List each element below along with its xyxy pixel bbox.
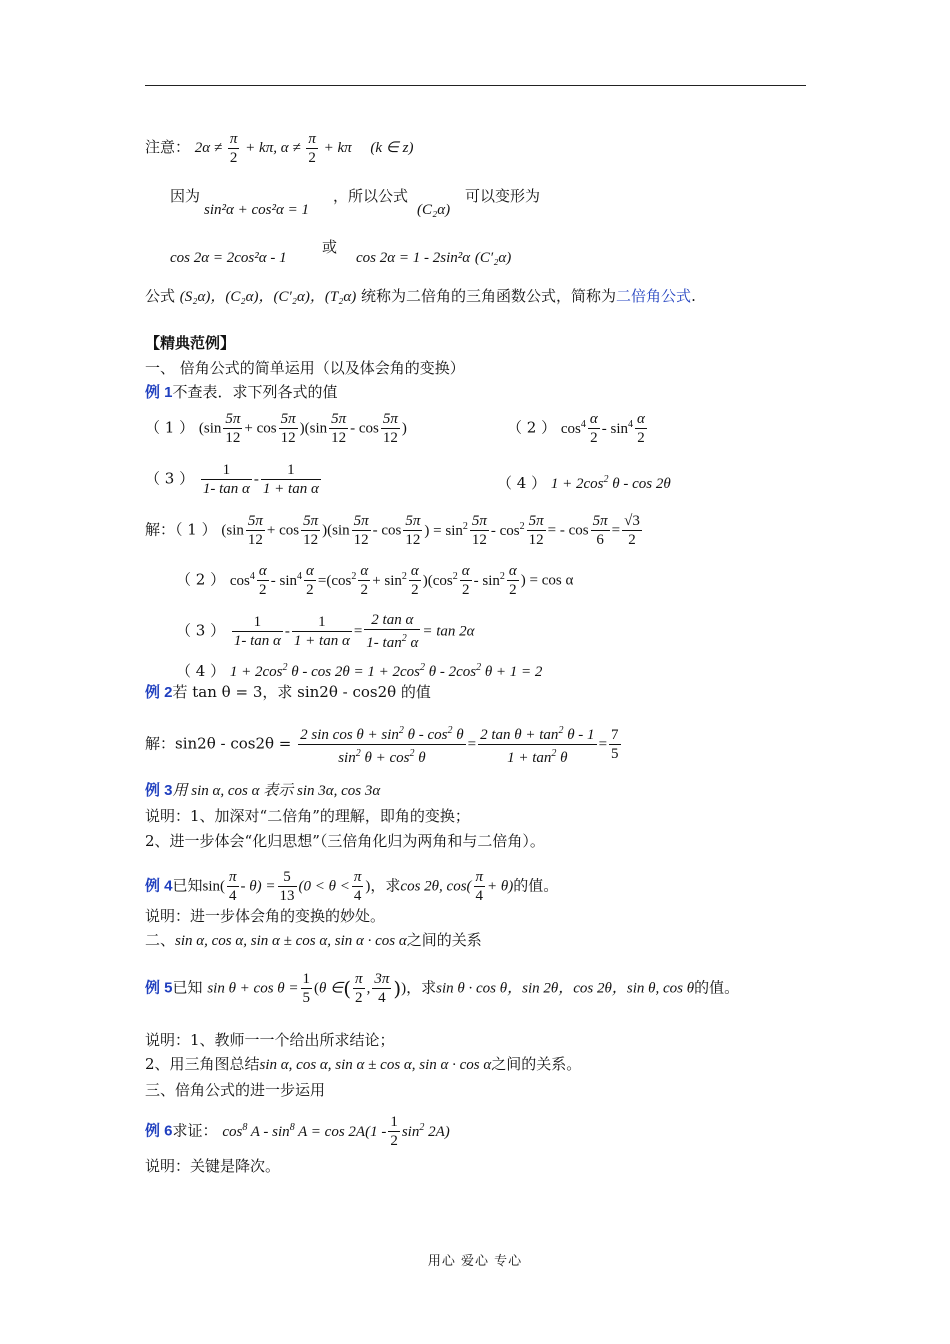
example-2-solution: 解：sin2θ - cos2θ = $\frac{2 \sin \cos \theta + \sin^2 \theta - \cos^2 \theta}{\sin^2 \theta + \cos^2 \theta}$ = $\frac{2 \tan \theta + \tan^2 \theta - 1}{1 + \tan^2 \theta}$ = $\frac{7}{5}$ bbox=[145, 722, 623, 767]
ex1-part-2: （ 2 ） $\cos^4$ $\frac{\alpha}{2}$ - $\sin^4$ $\frac{\alpha}{2}$ bbox=[507, 411, 645, 446]
example-2-label: 例 2 bbox=[145, 684, 173, 701]
section-3-heading: 三、倍角公式的进一步运用 bbox=[145, 1081, 326, 1099]
example-3-label: 例 3 bbox=[145, 782, 173, 799]
solution-3: （ 3 ） $\frac{1}{\text{1- tan α}}$ - $\frac{1}{\text{1 + tan α}}$ = $\frac{\text{2 tan α}}{1- \tan^2 \alpha}$ = tan 2α bbox=[176, 612, 475, 651]
example-1-label: 例 1 bbox=[145, 384, 173, 401]
solution-2: （ 2 ） $\cos^4$ $\frac{\alpha}{2}$ - $\sin^4$ $\frac{\alpha}{2}$ $=(\cos^2$ $\frac{\alpha}{2}$ + $\sin^2$ $\frac{\alpha}{2}$ )($\cos^2$ $\frac{\alpha}{2}$ - $\sin^2$ $\frac{\alpha}{2}$ ) = cos α bbox=[176, 563, 574, 598]
because-line bbox=[170, 186, 200, 206]
c2a-symbol: (C₂α) bbox=[417, 202, 451, 218]
so-formula-text: ，所以公式 bbox=[333, 187, 409, 205]
ex1-part-1: （ 1 ） (sin $\frac{5\pi}{12}$ + cos $\frac{5\pi}{12}$ )(sin $\frac{5\pi}{12}$ - cos $\frac{5\pi}{12}$ ) bbox=[145, 411, 407, 446]
ex1-part-3: （ 3 ） $\frac{1}{\text{1- tan α}}$ - $\frac{1}{\text{1 + tan α}}$ bbox=[145, 462, 319, 497]
note-line bbox=[145, 130, 413, 167]
example-5-label: 例 5 bbox=[145, 979, 173, 997]
example-4-label: 例 4 bbox=[145, 877, 173, 895]
ex1-part-4: （ 4 ） $1 + 2\cos^2$ θ - cos 2θ bbox=[497, 474, 671, 492]
solution-4: （ 4 ） $1 + 2\cos^2$ $\theta - \cos 2\theta = 1 + 2\cos^2$ θ - $2\cos^2$ θ + 1 = 2 bbox=[176, 662, 543, 680]
or-text: 或 bbox=[322, 238, 338, 256]
page-footer: 用心 爱心 专心 bbox=[427, 1254, 523, 1269]
example-5-note-1: 说明：1、教师一一个给出所求结论； bbox=[145, 1031, 395, 1049]
formula-link[interactable]: 二倍角公式 bbox=[616, 287, 692, 305]
example-3-note-1: 说明：1、加深对“二倍角”的理解，即角的变换； bbox=[145, 807, 470, 825]
section-1-heading: 一、 倍角公式的简单运用（以及体会角的变换） bbox=[145, 359, 465, 377]
example-4: 例 4已知sin( $\frac{\pi}{4}$ - θ) = $\frac{5}{13}$ (0 < θ < $\frac{\pi}{4}$ )，求cos 2θ, cos( $\frac{\pi}{4}$ + θ)的值。 bbox=[145, 869, 559, 904]
example-6-note: 说明：关键是降次。 bbox=[145, 1157, 281, 1175]
section-2-heading: 二、sin α, cos α, sin α ± cos α, sin α · cos α之间的关系 bbox=[145, 931, 482, 949]
because-label: 因为 bbox=[170, 187, 201, 205]
note-expression: 2α ≠ $\frac{\pi}{2}$ + kπ, α ≠ $\frac{\pi}{2}$ + kπ (k ∈ z) bbox=[194, 131, 414, 166]
example-6: 例 6求证： $\cos^8 A - \sin^8 A = \cos 2A(1$ - $\frac{1}{2}$ $\sin^2 2A$) bbox=[145, 1114, 450, 1149]
example-5-note-2: 2、用三角图总结sin α, cos α, sin α ± cos α, sin α · cos α之间的关系。 bbox=[145, 1055, 582, 1073]
example-6-label: 例 6 bbox=[145, 1122, 173, 1140]
note-label: 注意： bbox=[145, 137, 191, 156]
example-2: 例 2若 tan θ = 3，求 sin2θ - cos2θ 的值 bbox=[145, 683, 431, 701]
example-1: 例 1不查表．求下列各式的值 bbox=[145, 383, 338, 401]
cos-eq1: cos 2α = 2cos²α - 1 bbox=[170, 250, 287, 266]
section-title: 【精典范例】 bbox=[145, 334, 236, 352]
formula-list: (S₂α)，(C₂α)，(C′₂α)，(T₂α) bbox=[179, 289, 357, 305]
formula-line: 公式 (S₂α)，(C₂α)，(C′₂α)，(T₂α) 统称为二倍角的三角函数公式，简称为二倍角公式. bbox=[145, 287, 696, 305]
header-rule bbox=[145, 85, 806, 86]
example-3: 例 3用 sin α, cos α 表示 sin 3α, cos 3α bbox=[145, 782, 381, 799]
identity-expr: sin²α + cos²α = 1 bbox=[204, 202, 309, 218]
example-5: 例 5已知 sin θ + cos θ = $\frac{1}{5}$ (θ ∈( $\frac{\pi}{2}$ , $\frac{3\pi}{4}$ ))，求sin θ · cos θ，sin 2θ，cos 2θ，sin θ, cos θ的值。 bbox=[145, 971, 740, 1006]
solution-1: 解：（ 1 ） (sin $\frac{5\pi}{12}$ + cos $\frac{5\pi}{12}$ )(sin $\frac{5\pi}{12}$ - cos $\frac{5\pi}{12}$ ) = $\sin^2$ $\frac{5\pi}{12}$ - $\cos^2$ $\frac{5\pi}{12}$ = - cos $\frac{5\pi}{6}$ = $\frac{√3}{2}$ bbox=[145, 513, 640, 548]
example-3-note-2: 2、进一步体会“化归思想”（三倍角化归为两角和与二倍角）。 bbox=[145, 832, 545, 850]
example-4-note: 说明：进一步体会角的变换的妙处。 bbox=[145, 907, 386, 925]
cos-eq2: cos 2α = 1 - 2sin²α (C′₂α) bbox=[356, 250, 512, 266]
can-transform-text: 可以变形为 bbox=[465, 187, 541, 205]
